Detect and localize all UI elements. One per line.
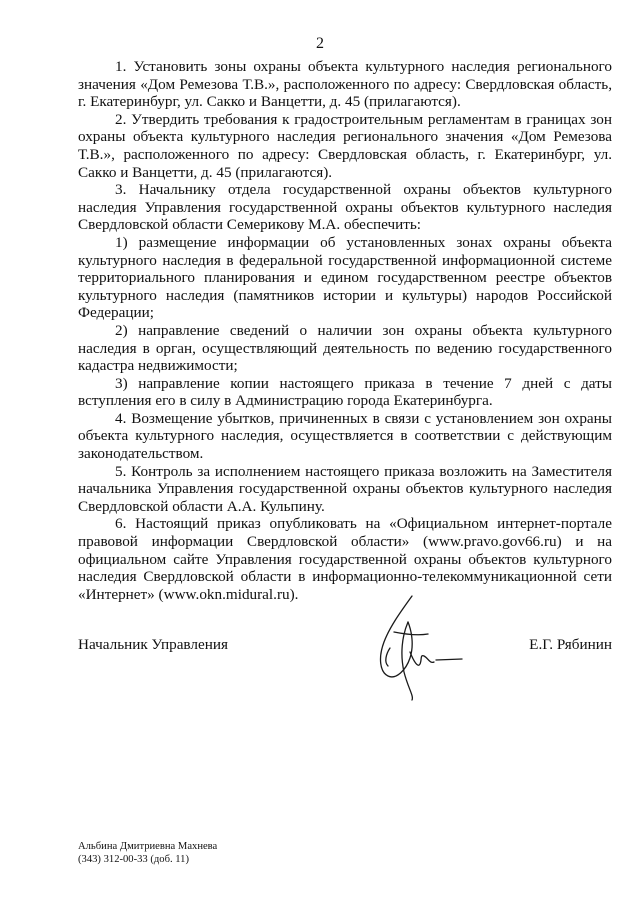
executor-name: Альбина Дмитриевна Махнева [78, 841, 218, 852]
subparagraph-3-2: 2) направление сведений о наличии зон охраны объекта культурного наследия в орган, осуществляющий деятельность по ведению государственного кадастра недвижимости; [78, 321, 612, 375]
signer-name: Е.Г. Рябинин [529, 636, 612, 653]
subparagraph-3-3: 3) направление копии настоящего приказа в течение 7 дней с даты вступления его в силу в Администрацию города Екатеринбурга. [78, 374, 612, 410]
page-number: 2 [316, 35, 324, 52]
signer-title: Начальник Управления [78, 636, 228, 653]
executor-phone: (343) 312-00-33 (доб. 11) [78, 854, 190, 865]
paragraph-5: 5. Контроль за исполнением настоящего приказа возложить на Заместителя начальника Управления государственной охраны объектов культурного наследия Свердловской области А.А. Кульпину. [78, 462, 612, 515]
signature-block [78, 636, 612, 656]
paragraph-3: 3. Начальнику отдела государственной охраны объектов культурного наследия Управления государственной охраны объектов культурного наследия Свердловской области Семерикову М.А. обеспечить: [78, 181, 612, 234]
executor-info [78, 840, 217, 866]
order-body [78, 58, 612, 603]
paragraph-2: 2. Утвердить требования к градостроительным регламентам в границах зон охраны объекта культурного наследия регионального значения «Дом Ремезова Т.В.», расположенного по адресу: Свердловская область, г. Екатеринбург, ул. Сакко и Ванцетти, д. 45 (прилагаются). [78, 110, 612, 181]
paragraph-4: 4. Возмещение убытков, причиненных в связи с установлением зон охраны объекта культурного наследия, осуществляется в соответствии с действующим законодательством. [78, 409, 612, 463]
subparagraph-3-1: 1) размещение информации об установленных зонах охраны объекта культурного наследия в федеральной государственной информационной системе территориального планирования и едином государственном реестре объектов культурного наследия (памятников истории и культуры) народов Российской Федерации; [78, 233, 612, 322]
paragraph-1: 1. Установить зоны охраны объекта культурного наследия регионального значения «Дом Ремезова Т.В.», расположенного по адресу: Свердловская область, г. Екатеринбург, ул. Сакко и Ванцетти, д. 45 (прилагаются). [78, 58, 612, 111]
paragraph-6: 6. Настоящий приказ опубликовать на «Официальном интернет-портале правовой информации Свердловской области» (www.pravo.gov66.ru) и на официальном сайте Управления государственной охраны объектов культурного наследия Свердловской области в информационно-телекоммуникационной сети «Интернет» (www.okn.midural.ru). [78, 515, 612, 603]
